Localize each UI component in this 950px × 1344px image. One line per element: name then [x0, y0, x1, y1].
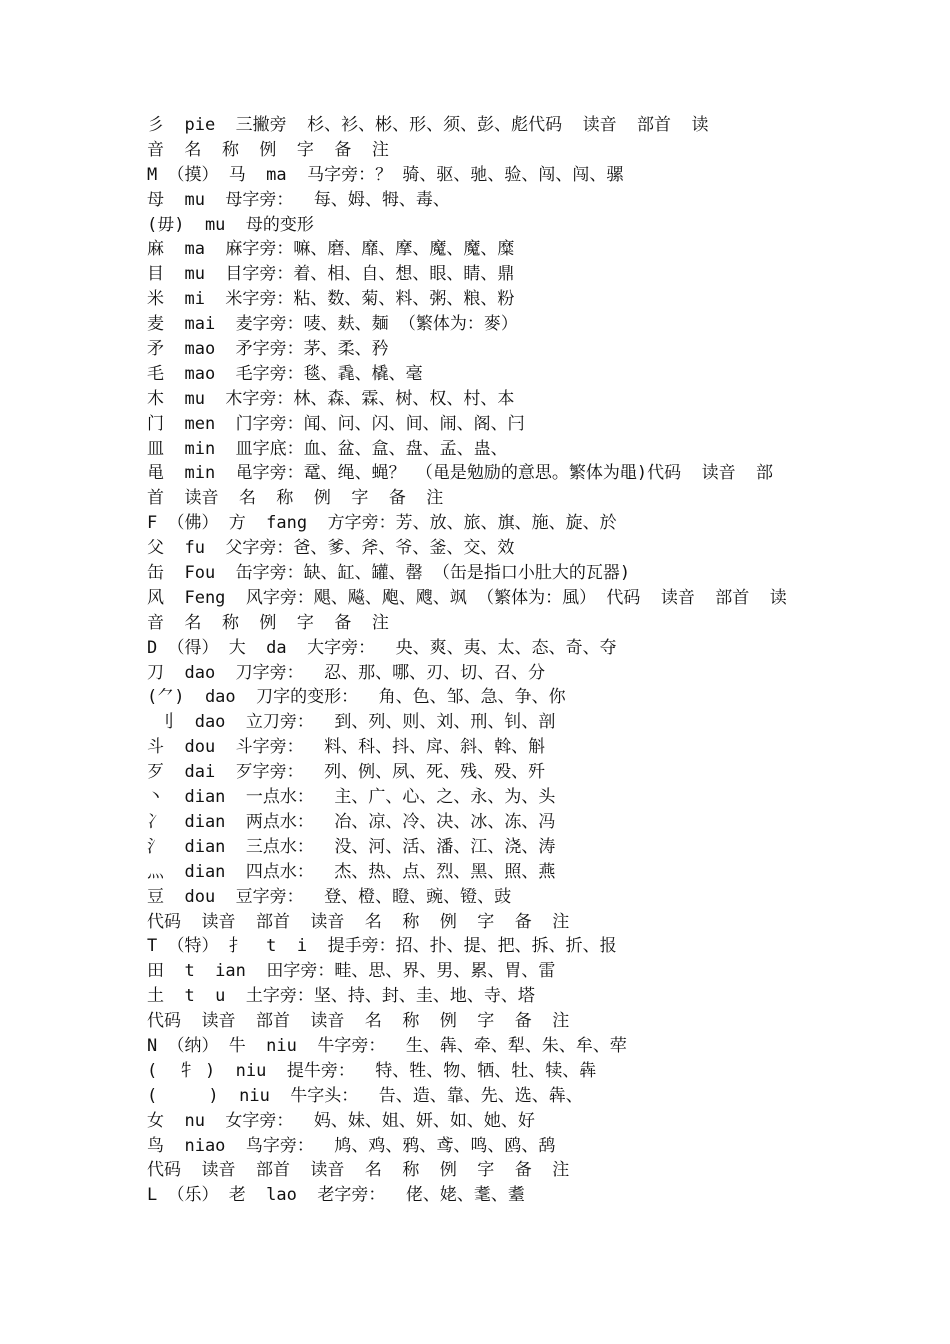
text-line: 皿 min 皿字底：血、盆、盒、盘、孟、蛊、: [147, 438, 508, 459]
text-line: F （佛） 方 fang 方字旁：芳、放、旅、旗、施、旋、於: [147, 513, 617, 534]
text-line: 刂 dao 立刀旁： 到、列、则、刘、刑、钊、剖: [147, 712, 556, 733]
text-line: 豆 dou 豆字旁： 登、橙、瞪、豌、镫、豉: [147, 886, 512, 907]
text-line: D （得） 大 da 大字旁： 央、爽、夷、太、态、奇、夺: [147, 637, 617, 658]
text-line: 矛 mao 矛字旁：茅、柔、矜: [147, 339, 389, 360]
text-line: (毋) mu 母的变形: [147, 214, 314, 235]
text-line: 氵 dian 三点水： 没、河、活、潘、江、浇、涛: [147, 836, 556, 857]
text-line: N （纳） 牛 niu 牛字旁： 生、犇、牵、犁、朱、牟、荦: [147, 1035, 627, 1056]
document-page: [147, 113, 827, 1208]
text-line: M （摸） 马 ma 马字旁：？ 骑、驱、驰、验、闯、闯、骡: [147, 164, 624, 185]
text-line: 音 名 称 例 字 备 注: [147, 139, 389, 160]
text-line: 缶 Fou 缶字旁：缺、缸、罐、罄 （缶是指口小肚大的瓦器): [147, 563, 631, 584]
text-line: 母 mu 母字旁： 每、姆、牳、毒、: [147, 189, 450, 210]
text-line: ( ) niu 牛字头： 告、造、靠、先、选、犇、: [147, 1085, 583, 1106]
text-line: 代码 读音 部首 读音 名 称 例 字 备 注: [147, 911, 570, 932]
text-line: 代码 读音 部首 读音 名 称 例 字 备 注: [147, 1011, 570, 1032]
text-line: L （乐） 老 lao 老字旁： 佬、姥、耄、耋: [147, 1185, 525, 1206]
text-line: 音 名 称 例 字 备 注: [147, 612, 389, 633]
text-line: 冫 dian 两点水： 冶、凉、冷、决、冰、冻、冯: [147, 811, 556, 832]
text-line: 麻 ma 麻字旁：嘛、磨、靡、摩、魔、魔、糜: [147, 239, 515, 260]
text-line: T （特） 扌 t i 提手旁：招、扑、提、把、拆、折、报: [147, 936, 617, 957]
text-line: ( 牜 ) niu 提牛旁： 特、牲、物、牺、牡、犊、犇: [147, 1060, 597, 1081]
text-line: 女 nu 女字旁： 妈、妹、姐、妍、如、她、好: [147, 1110, 535, 1131]
text-line: 歹 dai 歹字旁： 列、例、夙、死、残、殁、歼: [147, 762, 546, 783]
text-line: 刀 dao 刀字旁： 忍、那、哪、刃、切、召、分: [147, 662, 546, 683]
text-line: 米 mi 米字旁：粘、数、菊、料、粥、粮、粉: [147, 289, 515, 310]
text-line: 鸟 niao 鸟字旁： 鸠、鸡、鸦、鸢、鸣、鸥、鸹: [147, 1135, 556, 1156]
text-line: 首 读音 名 称 例 字 备 注: [147, 488, 444, 509]
text-line: 风 Feng 风字旁：飓、飚、飑、飕、飒 （繁体为：風） 代码 读音 部首 读: [147, 587, 787, 608]
text-line: 斗 dou 斗字旁： 料、科、抖、戽、斜、斡、斛: [147, 737, 546, 758]
text-line: 代码 读音 部首 读音 名 称 例 字 备 注: [147, 1160, 570, 1181]
text-line: 目 mu 目字旁：着、相、自、想、眼、睛、鼎: [147, 264, 515, 285]
text-line: 父 fu 父字旁：爸、爹、斧、爷、釜、交、效: [147, 538, 515, 559]
text-line: (⺈) dao 刀字的变形： 角、色、邹、急、争、你: [147, 687, 566, 708]
text-line: 彡 pie 三撇旁 杉、衫、彬、形、须、彭、彪代码 读音 部首 读: [147, 115, 709, 135]
text-line: 田 t ian 田字旁：畦、思、界、男、累、胃、雷: [147, 961, 556, 982]
text-line: 麦 mai 麦字旁：唛、麸、麺 （繁体为：麥）: [147, 314, 518, 335]
text-line: 木 mu 木字旁：林、森、霖、树、权、村、本: [147, 388, 515, 409]
text-line: 毛 mao 毛字旁：毯、毳、橇、毫: [147, 363, 423, 384]
text-line: 灬 dian 四点水： 杰、热、点、烈、黑、照、燕: [147, 861, 556, 882]
text-line: 土 t u 土字旁：坚、持、封、圭、地、寺、塔: [147, 986, 535, 1007]
text-line: 门 men 门字旁：闻、问、闪、间、闹、阁、闩: [147, 413, 525, 434]
text-line: 黾 min 黾字旁：鼋、绳、蝇？ （黾是勉励的意思。繁体为黽)代码 读音 部: [147, 463, 774, 484]
text-line: 丶 dian 一点水： 主、广、心、之、永、为、头: [147, 787, 556, 808]
